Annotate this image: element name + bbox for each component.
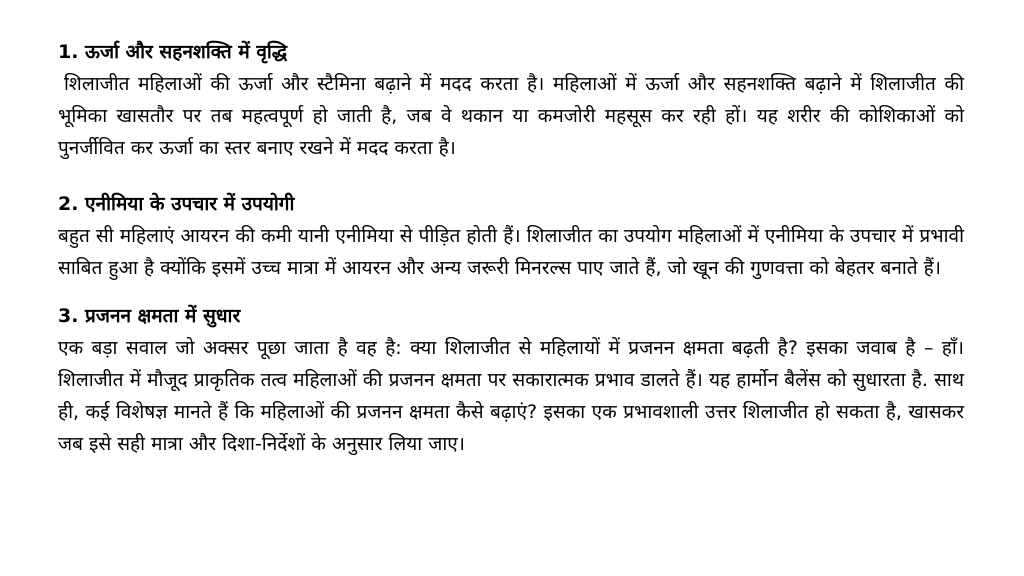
section-energy	[58, 36, 964, 164]
section-paragraph: एक बड़ा सवाल जो अक्सर पूछा जाता है वह है: क्या शिलाजीत से महिलायों में प्रजनन क्षमता बढ़ती है? इसका जवाब है – हाँ। शिलाजीत में मौजूद प्राकृतिक तत्व महिलाओं की प्रजनन क्षमता पर सकारात्मक प्रभाव डालते हैं। यह हार्मोन बैलेंस को सुधारता है. साथ ही, कई विशेषज्ञ मानते हैं कि महिलाओं की प्रजनन क्षमता कैसे बढ़ाएं? इसका एक प्रभावशाली उत्तर शिलाजीत हो सकता है, खासकर जब इसे सही मात्रा और दिशा-निर्देशों के अनुसार लिया जाए।	[58, 337, 964, 455]
section-anemia	[58, 188, 964, 284]
section-fertility	[58, 300, 964, 460]
section-heading: 1. ऊर्जा और सहनशक्ति में वृद्धि	[58, 41, 288, 63]
section-heading: 3. प्रजनन क्षमता में सुधार	[58, 305, 241, 327]
section-paragraph: शिलाजीत महिलाओं की ऊर्जा और स्टैमिना बढ़ाने में मदद करता है। महिलाओं में ऊर्जा और सहनशक्ति बढ़ाने में शिलाजीत की भूमिका खासतौर पर तब महत्वपूर्ण हो जाती है, जब वे थकान या कमजोरी महसूस कर रही हों। यह शरीर की कोशिकाओं को पुनर्जीवित कर ऊर्जा का स्तर बनाए रखने में मदद करता है।	[58, 73, 964, 159]
document-body	[58, 36, 964, 460]
section-paragraph: बहुत सी महिलाएं आयरन की कमी यानी एनीमिया से पीड़ित होती हैं। शिलाजीत का उपयोग महिलाओं में एनीमिया के उपचार में प्रभावी साबित हुआ है क्योंकि इसमें उच्च मात्रा में आयरन और अन्य जरूरी मिनरल्स पाए जाते हैं, जो खून की गुणवत्ता को बेहतर बनाते हैं।	[58, 225, 964, 279]
section-heading: 2. एनीमिया के उपचार में उपयोगी	[58, 193, 295, 215]
